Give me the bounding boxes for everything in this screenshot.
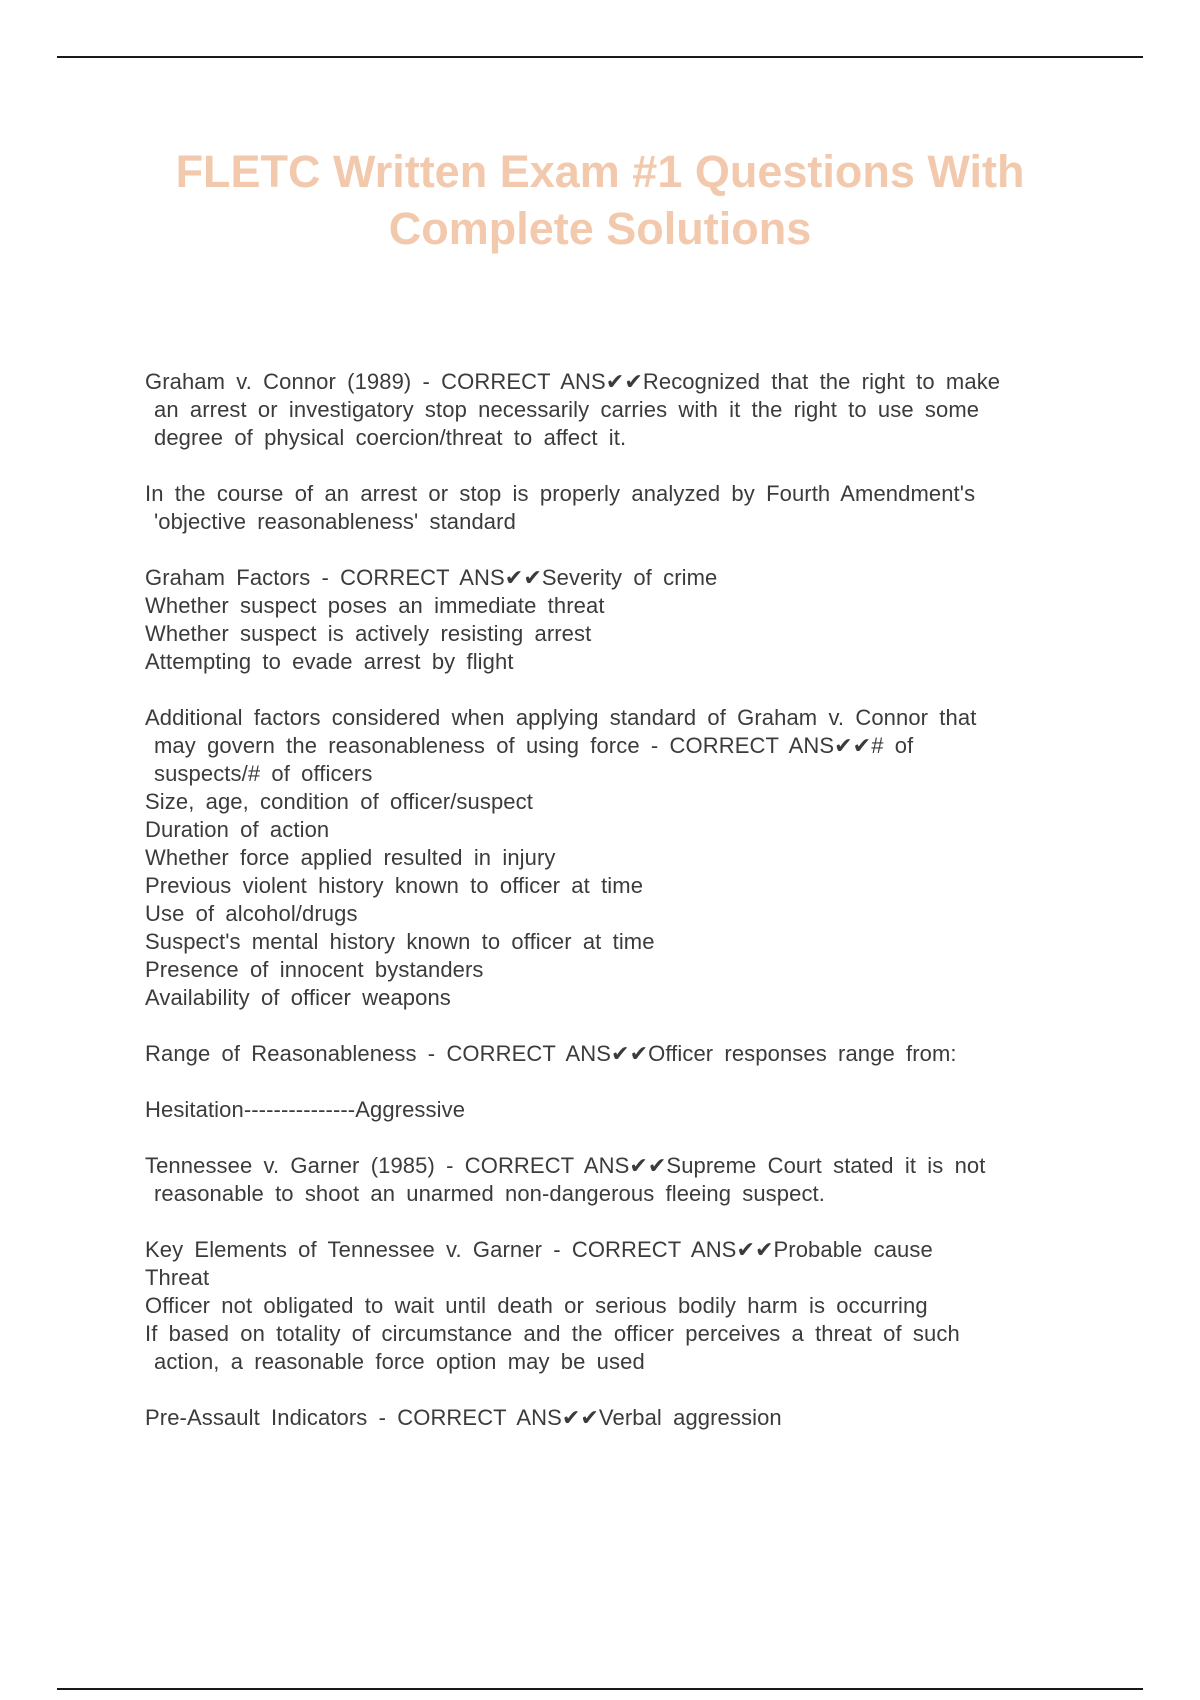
top-rule: [57, 56, 1143, 58]
text-line: Graham Factors - CORRECT ANS✔✔Severity of crime: [145, 565, 718, 590]
text-line: Whether force applied resulted in injury: [145, 845, 556, 870]
text-line: Key Elements of Tennessee v. Garner - CORRECT ANS✔✔Probable cause: [145, 1237, 933, 1262]
text-line: Suspect's mental history known to officer at time: [145, 929, 655, 954]
qa-graham-factors: [145, 564, 1095, 676]
document-title: [100, 143, 1100, 257]
text-line: Attempting to evade arrest by flight: [145, 649, 514, 674]
text-line: Whether suspect is actively resisting arrest: [145, 621, 592, 646]
text-line: In the course of an arrest or stop is properly analyzed by Fourth Amendment's: [145, 481, 976, 506]
text-line: Hesitation---------------Aggressive: [145, 1097, 466, 1122]
text-line: Threat: [145, 1265, 210, 1290]
text-line: suspects/# of officers: [154, 761, 373, 786]
text-line: Availability of officer weapons: [145, 985, 451, 1010]
text-line: Use of alcohol/drugs: [145, 901, 358, 926]
text-line: 'objective reasonableness' standard: [154, 509, 516, 534]
text-line: If based on totality of circumstance and the officer perceives a threat of such: [145, 1321, 960, 1346]
range-scale: [145, 1096, 1095, 1124]
text-line: Range of Reasonableness - CORRECT ANS✔✔Officer responses range from:: [145, 1041, 957, 1066]
qa-graham-v-connor: [145, 368, 1095, 452]
text-line: Officer not obligated to wait until death or serious bodily harm is occurring: [145, 1293, 928, 1318]
text-line: an arrest or investigatory stop necessarily carries with it the right to use some: [154, 397, 980, 422]
text-line: Previous violent history known to officer at time: [145, 873, 644, 898]
title-line-2: Complete Solutions: [388, 203, 812, 254]
title-line-1: FLETC Written Exam #1 Questions With: [175, 146, 1025, 197]
qa-pre-assault-indicators: [145, 1404, 1095, 1432]
document-body: [145, 368, 1095, 1460]
qa-objective-reasonableness: [145, 480, 1095, 536]
bottom-rule: [57, 1688, 1143, 1690]
qa-key-elements-garner: [145, 1236, 1095, 1376]
text-line: Presence of innocent bystanders: [145, 957, 484, 982]
text-line: Whether suspect poses an immediate threat: [145, 593, 605, 618]
qa-additional-factors: [145, 704, 1095, 1012]
text-line: Graham v. Connor (1989) - CORRECT ANS✔✔Recognized that the right to make: [145, 369, 1001, 394]
qa-tennessee-v-garner: [145, 1152, 1095, 1208]
text-line: Tennessee v. Garner (1985) - CORRECT ANS✔✔Supreme Court stated it is not: [145, 1153, 986, 1178]
text-line: Pre-Assault Indicators - CORRECT ANS✔✔Verbal aggression: [145, 1405, 782, 1430]
qa-range-of-reasonableness: [145, 1040, 1095, 1068]
text-line: Duration of action: [145, 817, 330, 842]
text-line: may govern the reasonableness of using force - CORRECT ANS✔✔# of: [154, 733, 914, 758]
text-line: Additional factors considered when applying standard of Graham v. Connor that: [145, 705, 977, 730]
text-line: degree of physical coercion/threat to affect it.: [154, 425, 627, 450]
text-line: Size, age, condition of officer/suspect: [145, 789, 533, 814]
text-line: action, a reasonable force option may be used: [154, 1349, 645, 1374]
text-line: reasonable to shoot an unarmed non-dangerous fleeing suspect.: [154, 1181, 825, 1206]
